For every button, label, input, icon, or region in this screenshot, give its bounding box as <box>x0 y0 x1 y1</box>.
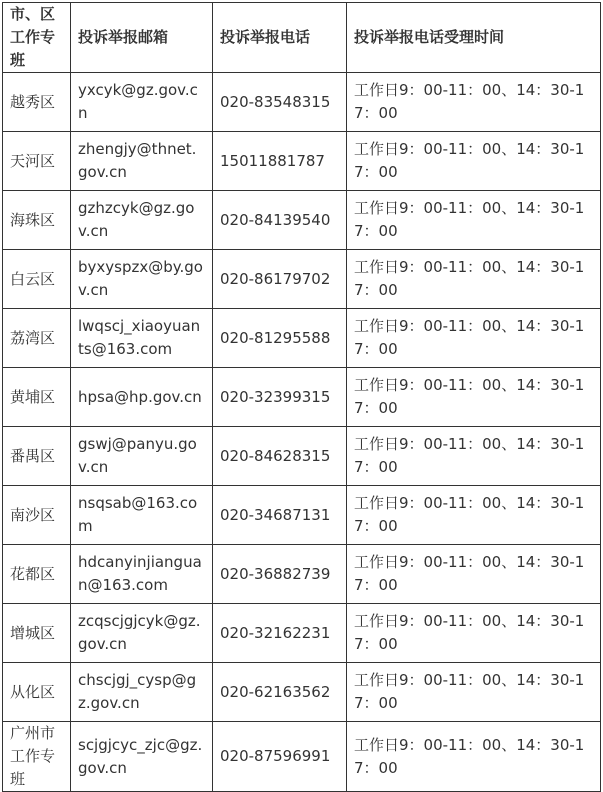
cell-email: zcqscjgjcyk@gz.gov.cn <box>71 604 213 663</box>
cell-phone: 020-36882739 <box>213 545 347 604</box>
table-row <box>3 132 601 191</box>
table-row <box>3 250 601 309</box>
cell-phone: 020-32399315 <box>213 368 347 427</box>
cell-email: gswj@panyu.gov.cn <box>71 427 213 486</box>
cell-region: 越秀区 <box>3 73 71 132</box>
header-time: 投诉举报电话受理时间 <box>347 3 601 73</box>
cell-phone: 020-86179702 <box>213 250 347 309</box>
cell-time: 工作日9：00-11：00、14：30-17：00 <box>347 663 601 722</box>
cell-email: hdcanyinjianguan@163.com <box>71 545 213 604</box>
cell-email: gzhzcyk@gz.gov.cn <box>71 191 213 250</box>
cell-region: 从化区 <box>3 663 71 722</box>
cell-phone: 020-34687131 <box>213 486 347 545</box>
table-row <box>3 663 601 722</box>
complaint-contact-table <box>2 2 601 792</box>
table-row <box>3 604 601 663</box>
cell-region: 南沙区 <box>3 486 71 545</box>
cell-region: 海珠区 <box>3 191 71 250</box>
table-row <box>3 486 601 545</box>
cell-email: yxcyk@gz.gov.cn <box>71 73 213 132</box>
cell-phone: 020-87596991 <box>213 722 347 792</box>
cell-region: 天河区 <box>3 132 71 191</box>
cell-time: 工作日9：00-11：00、14：30-17：00 <box>347 545 601 604</box>
cell-region: 增城区 <box>3 604 71 663</box>
cell-email: hpsa@hp.gov.cn <box>71 368 213 427</box>
cell-region: 黄埔区 <box>3 368 71 427</box>
cell-email: zhengjy@thnet.gov.cn <box>71 132 213 191</box>
table-row <box>3 73 601 132</box>
cell-region: 番禺区 <box>3 427 71 486</box>
header-region: 市、区工作专班 <box>3 3 71 73</box>
header-email: 投诉举报邮箱 <box>71 3 213 73</box>
table-row <box>3 309 601 368</box>
cell-region: 花都区 <box>3 545 71 604</box>
cell-region: 荔湾区 <box>3 309 71 368</box>
cell-phone: 020-84139540 <box>213 191 347 250</box>
cell-time: 工作日9：00-11：00、14：30-17：00 <box>347 722 601 792</box>
cell-phone: 020-62163562 <box>213 663 347 722</box>
table-row <box>3 191 601 250</box>
table-row <box>3 427 601 486</box>
cell-time: 工作日9：00-11：00、14：30-17：00 <box>347 309 601 368</box>
table-row <box>3 722 601 792</box>
table-header-row <box>3 3 601 73</box>
cell-email: scjgjcyc_zjc@gz.gov.cn <box>71 722 213 792</box>
cell-time: 工作日9：00-11：00、14：30-17：00 <box>347 250 601 309</box>
cell-time: 工作日9：00-11：00、14：30-17：00 <box>347 191 601 250</box>
cell-email: chscjgj_cysp@gz.gov.cn <box>71 663 213 722</box>
table-row <box>3 545 601 604</box>
cell-email: nsqsab@163.com <box>71 486 213 545</box>
cell-time: 工作日9：00-11：00、14：30-17：00 <box>347 73 601 132</box>
header-phone: 投诉举报电话 <box>213 3 347 73</box>
cell-time: 工作日9：00-11：00、14：30-17：00 <box>347 604 601 663</box>
cell-email: lwqscj_xiaoyuants@163.com <box>71 309 213 368</box>
cell-time: 工作日9：00-11：00、14：30-17：00 <box>347 486 601 545</box>
table-row <box>3 368 601 427</box>
cell-region: 广州市工作专班 <box>3 722 71 792</box>
cell-email: byxyspzx@by.gov.cn <box>71 250 213 309</box>
cell-time: 工作日9：00-11：00、14：30-17：00 <box>347 427 601 486</box>
cell-phone: 020-84628315 <box>213 427 347 486</box>
cell-time: 工作日9：00-11：00、14：30-17：00 <box>347 368 601 427</box>
cell-region: 白云区 <box>3 250 71 309</box>
cell-phone: 020-32162231 <box>213 604 347 663</box>
cell-phone: 020-81295588 <box>213 309 347 368</box>
cell-phone: 020-83548315 <box>213 73 347 132</box>
cell-phone: 15011881787 <box>213 132 347 191</box>
cell-time: 工作日9：00-11：00、14：30-17：00 <box>347 132 601 191</box>
